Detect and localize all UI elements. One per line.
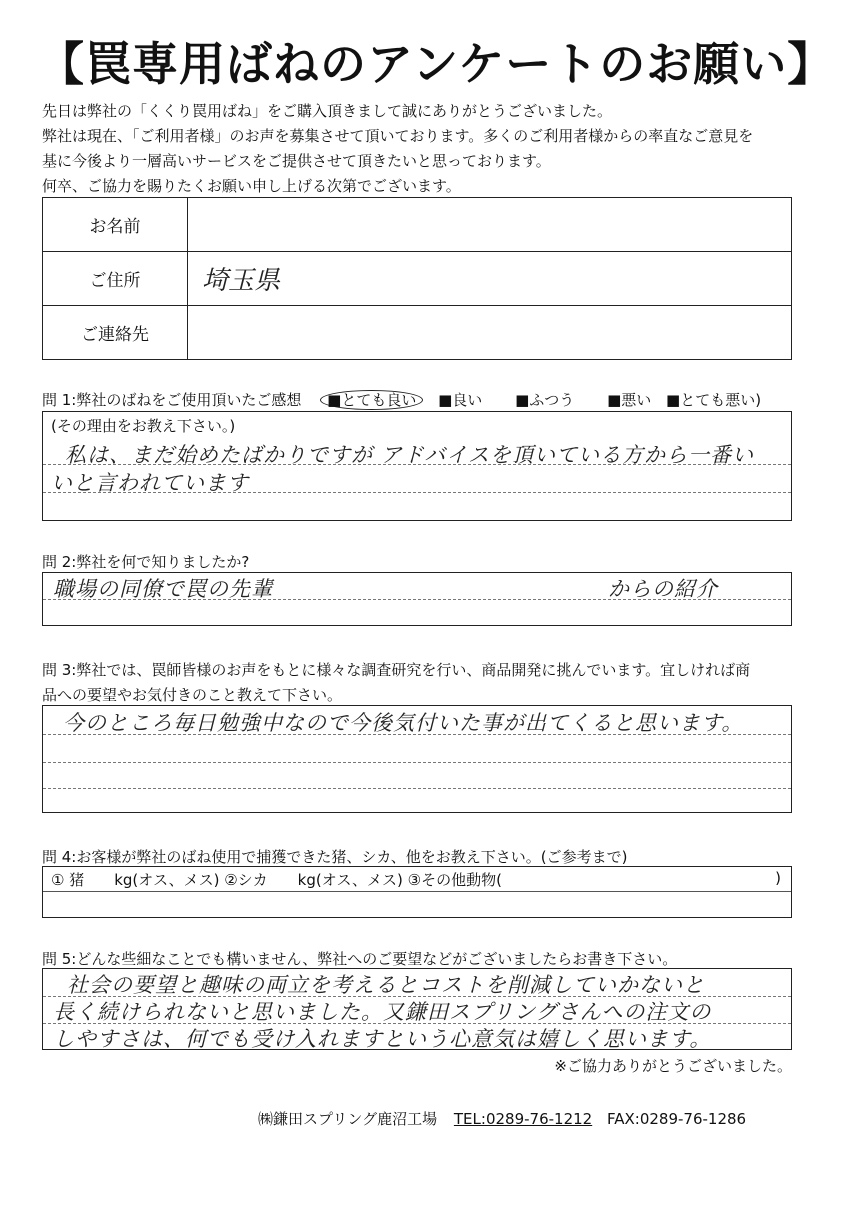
name-label: お名前: [43, 198, 188, 252]
address-row: [43, 252, 792, 306]
q5-answer-line-1: 社会の要望と趣味の両立を考えるとコストを削減していかないと: [67, 973, 705, 997]
q1-option-normal[interactable]: ■ふつう: [515, 391, 575, 409]
q4-row-close-paren: ): [775, 869, 781, 887]
thanks-note: ※ご協力ありがとうございました。: [554, 1057, 792, 1075]
address-field[interactable]: 埼玉県: [188, 252, 792, 306]
company-name: ㈱鎌田スプリング鹿沼工場: [258, 1110, 438, 1128]
q5-answer-line-2: 長く続けられないと思いました。又鎌田スプリングさんへの注文の: [53, 1000, 712, 1024]
name-row: [43, 198, 792, 252]
contact-label: ご連絡先: [43, 306, 188, 360]
page-title: 【罠専用ばねのアンケートのお願い】: [38, 37, 835, 91]
fax-number: FAX:0289-76-1286: [606, 1110, 747, 1128]
q1-reason-prompt: (その理由をお教え下さい。): [51, 417, 236, 435]
intro-line-4: 何卒、ご協力を賜りたくお願い申し上げる次第でございます。: [42, 177, 461, 195]
address-label: ご住所: [43, 252, 188, 306]
q3-line-3: [43, 788, 791, 789]
intro-line-2: 弊社は現在、「ご利用者様」のお声を募集させて頂いております。多くのご利用者様からの率直なご意見を: [42, 127, 754, 145]
intro-line-1: 先日は弊社の「くくり罠用ばね」をご購入頂きまして誠にありがとうございました。: [42, 102, 613, 120]
q1-answer-box[interactable]: [42, 411, 792, 521]
q1-answer-line-2: いと言われています: [51, 471, 249, 495]
name-field[interactable]: [188, 198, 792, 252]
q1-option-bad[interactable]: ■悪い: [607, 391, 652, 409]
contact-info-table: [42, 197, 792, 360]
q5-answer-line-3: しやすさは、何でも受け入れますという心意気は嬉しく思います。: [53, 1027, 712, 1051]
q1-answer-line-1: 私は、まだ始めたばかりですが アドバイスを頂いている方から一番い: [65, 443, 755, 467]
q1-option-very-bad[interactable]: ■とても悪い): [666, 391, 762, 409]
contact-row: [43, 306, 792, 360]
q2-label: 問 2:弊社を何で知りましたか?: [42, 553, 250, 571]
intro-line-3: 基に今後より一層高いサービスをご提供させて頂きたいと思っております。: [42, 152, 551, 170]
company-footer: [258, 1108, 746, 1129]
q4-label: 問 4:お客様が弊社のばね使用で捕獲できた猪、シカ、他をお教え下さい。(ご参考まで): [42, 848, 628, 866]
q5-label: 問 5:どんな些細なことでも構いません、弊社へのご要望などがございましたらお書き下さい。: [42, 950, 678, 968]
q3-line-2: [43, 762, 791, 763]
q1-label: 問 1:弊社のばねをご使用頂いたご感想: [42, 391, 302, 409]
q4-divider: [43, 891, 791, 892]
q1-option-very-good[interactable]: ■とても良い: [320, 390, 423, 410]
q3-answer: 今のところ毎日勉強中なので今後気付いた事が出てくると思います。: [63, 711, 744, 735]
q3-answer-box[interactable]: [42, 705, 792, 813]
q3-label-line-1: 問 3:弊社では、罠師皆様のお声をもとに様々な調査研究を行い、商品開発に挑んでいます。宜しければ商: [42, 661, 751, 679]
contact-field[interactable]: [188, 306, 792, 360]
tel-number: TEL:0289-76-1212: [453, 1110, 593, 1128]
q3-label-line-2: 品への要望やお気付きのこと教えて下さい。: [42, 686, 343, 704]
q1-option-good[interactable]: ■良い: [438, 391, 483, 409]
q1-question: [42, 389, 761, 410]
q2-answer-left: 職場の同僚で罠の先輩: [53, 577, 273, 601]
q2-answer-right: からの紹介: [608, 577, 718, 601]
q4-animal-row: ① 猪 kg(オス、メス) ②シカ kg(オス、メス) ③その他動物(: [51, 871, 502, 889]
q5-answer-box[interactable]: [42, 968, 792, 1050]
q4-answer-box[interactable]: [42, 866, 792, 918]
q2-answer-box[interactable]: [42, 572, 792, 626]
